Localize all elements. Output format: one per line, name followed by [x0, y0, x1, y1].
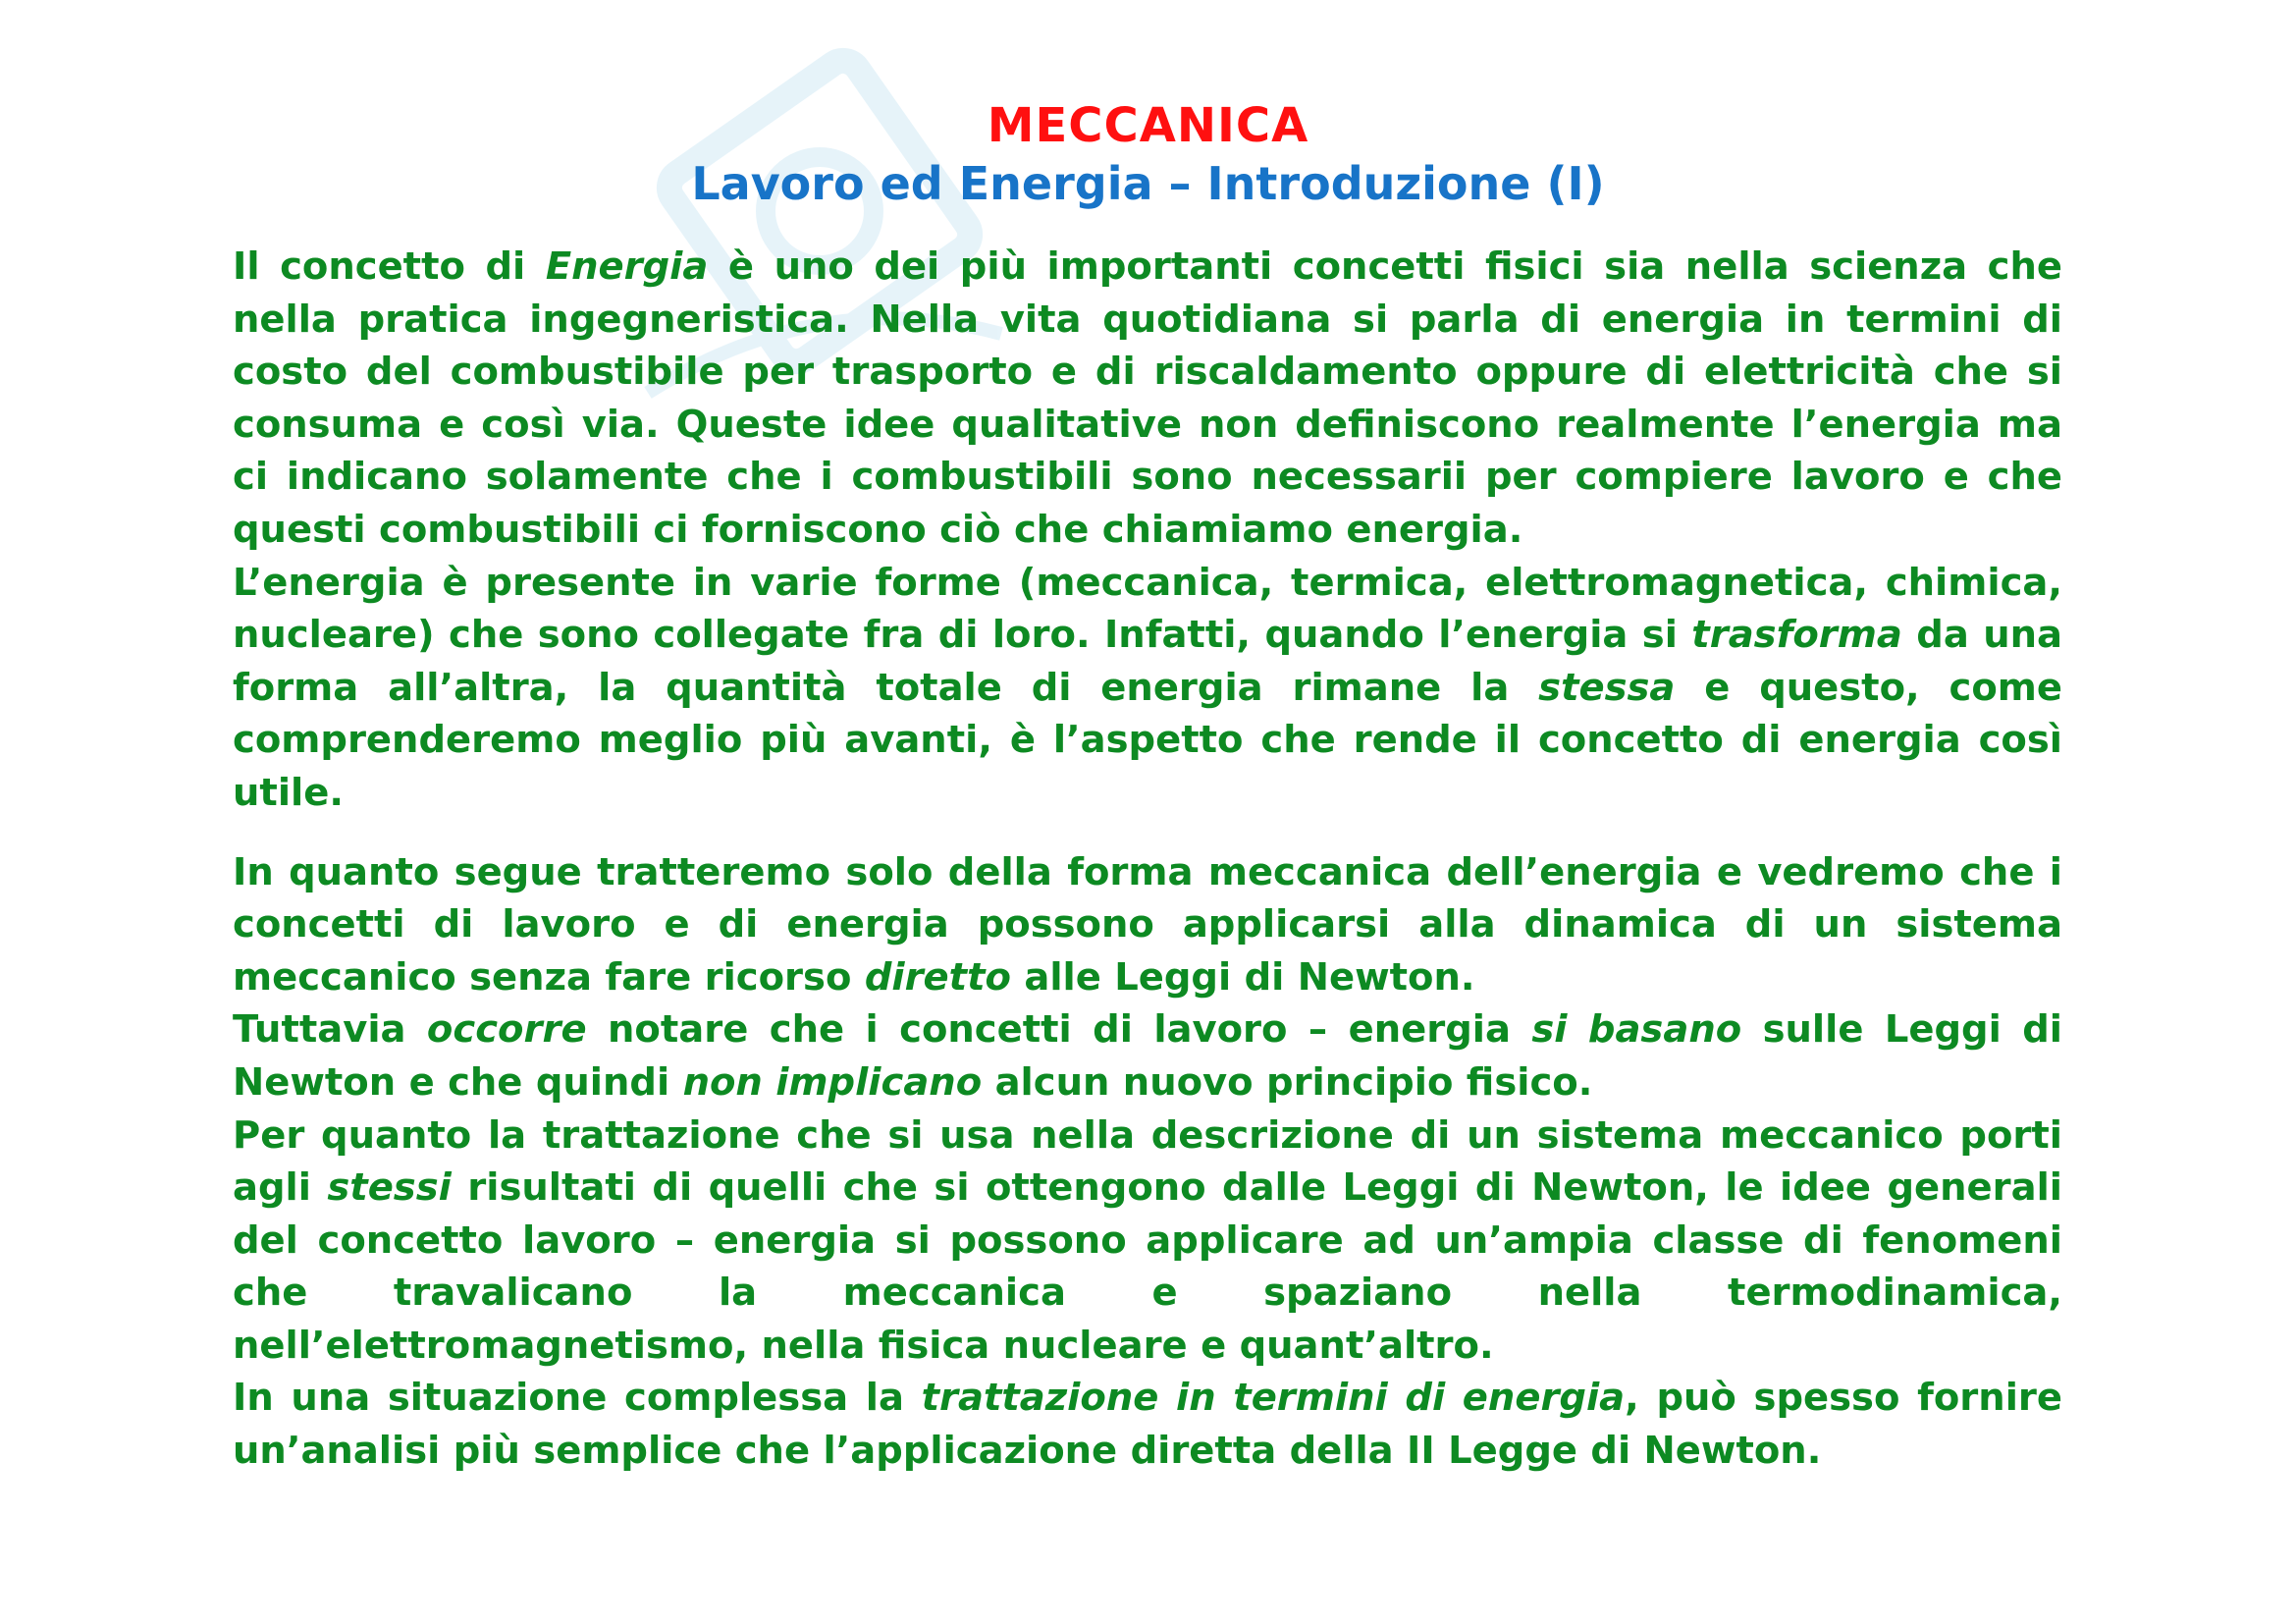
paragraph-tuttavia: Tuttavia occorre notare che i concetti di lavoro – energia si basano sulle Leggi di Newton e che quindi non implicano alcun nuovo principio fisico. — [233, 1007, 2062, 1105]
body-text — [233, 241, 2062, 1478]
paragraph-forma-meccanica: In quanto segue tratteremo solo della forma meccanica dell’energia e vedremo che i concetti di lavoro e di energia possono applicarsi alla dinamica di un sistema meccanico senza fare ricorso diretto alle Leggi di Newton. — [233, 849, 2062, 1000]
page-title: MECCANICA — [987, 98, 1309, 153]
paragraph-situazione-complessa: In una situazione complessa la trattazione in termini di energia, può spesso fornire un’analisi più semplice che l’applicazione diretta della II Legge di Newton. — [233, 1376, 2062, 1474]
page-subtitle: Lavoro ed Energia – Introduzione (I) — [691, 157, 1605, 210]
paragraph-forme: L’energia è presente in varie forme (meccanica, termica, elettromagnetica, chimica, nucleare) che sono collegate fra di loro. Infatti, quando l’energia si trasforma da una forma all’altra, la quantità totale di energia rimane la stessa e questo, come comprenderemo meglio più avanti, è l’aspetto che rende il concetto di energia così utile. — [233, 560, 2063, 815]
paragraph-energia: Il concetto di Energia è uno dei più importanti concetti fisici sia nella scienza che nella pratica ingegneristica. Nella vita quotidiana si parla di energia in termini di costo del combustibile per trasporto e di riscaldamento oppure di elettricità che si consuma e così via. Queste idee qualitative non definiscono realmente l’energia ma ci indicano solamente che i combustibili sono necessarii per compiere lavoro e che questi combustibili ci forniscono ciò che chiamiamo energia. — [233, 244, 2062, 552]
paragraph-trattazione: Per quanto la trattazione che si usa nella descrizione di un sistema meccanico porti agli stessi risultati di quelli che si ottengono dalle Leggi di Newton, le idee generali del concetto lavoro – energia si possono applicare ad un’ampia classe di fenomeni che travalicano la meccanica e spaziano nella termodinamica, nell’elettromagnetismo, nella fisica nucleare e quant’altro. — [233, 1112, 2062, 1368]
